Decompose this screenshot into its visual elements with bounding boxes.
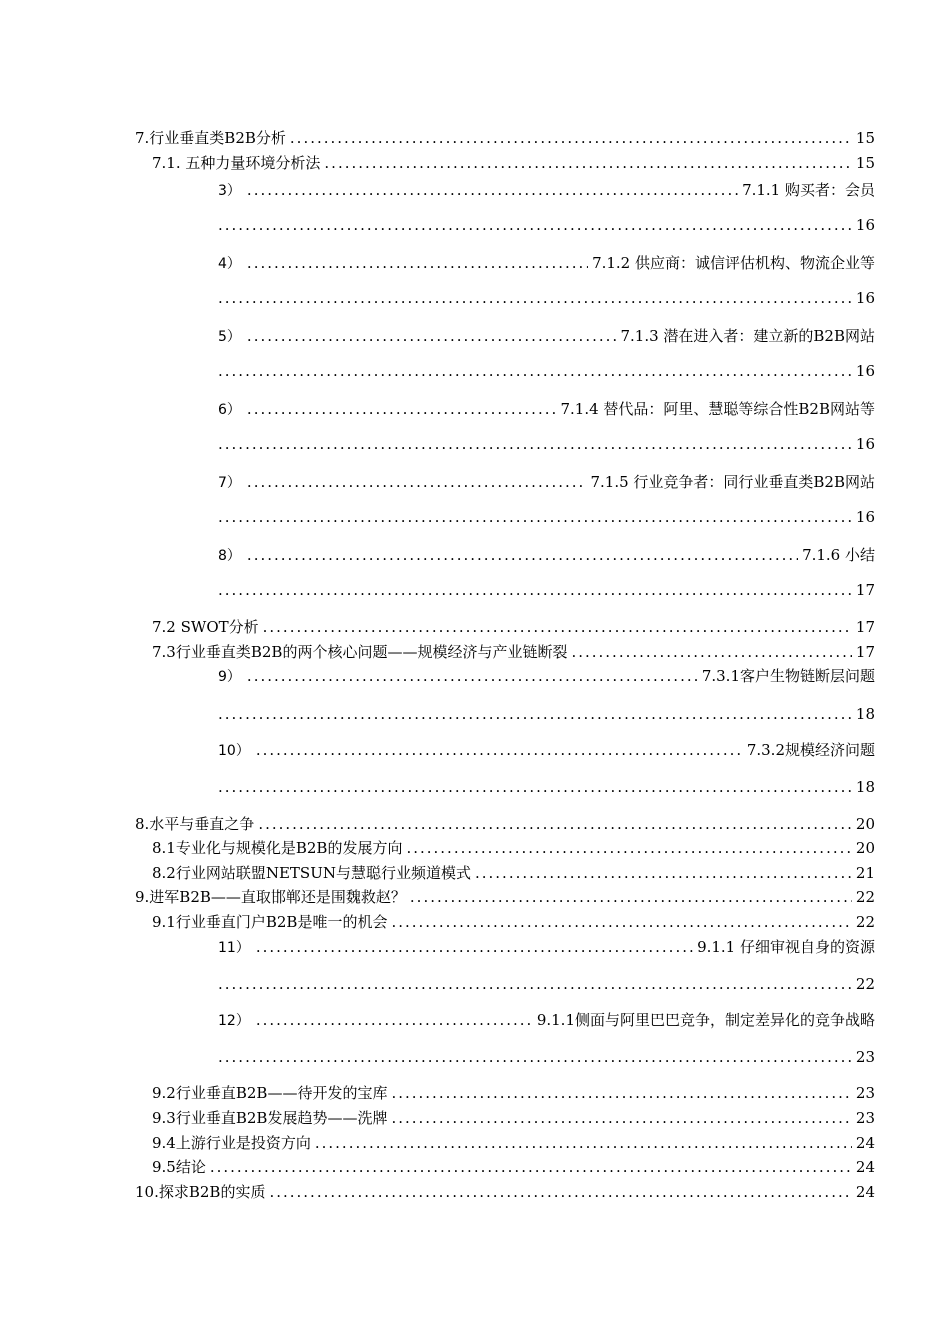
toc-entry-title: 9.2行业垂直B2B——待开发的宝库 xyxy=(152,1084,388,1102)
toc-page-number: 16 xyxy=(855,362,875,380)
toc-entry-title: 8.1专业化与规模化是B2B的发展方向 xyxy=(152,839,403,857)
toc-entry-number: 12） xyxy=(218,1013,250,1029)
toc-entry[interactable] xyxy=(152,153,875,173)
toc-leader-dots xyxy=(218,1047,852,1067)
toc-leader-dots xyxy=(256,937,693,957)
toc-entry-title: 7.1.3 潜在进入者：建立新的B2B网站 xyxy=(620,327,875,345)
toc-page-number: 17 xyxy=(855,618,875,636)
toc-entry-number: 6） xyxy=(218,402,241,418)
toc-leader-dots xyxy=(247,666,698,686)
toc-page-number: 23 xyxy=(855,1109,875,1127)
toc-leader-dots xyxy=(290,128,852,148)
toc-entry[interactable] xyxy=(218,472,875,493)
toc-entry-continuation xyxy=(218,288,875,308)
toc-leader-dots xyxy=(218,704,852,724)
toc-leader-dots xyxy=(410,887,852,907)
toc-entry[interactable] xyxy=(218,740,875,761)
toc-entry[interactable] xyxy=(135,128,875,148)
toc-entry-continuation xyxy=(218,1047,875,1067)
toc-entry[interactable] xyxy=(152,838,875,858)
toc-page-number: 16 xyxy=(855,508,875,526)
toc-page-number: 17 xyxy=(855,581,875,599)
toc-entry-continuation xyxy=(218,777,875,797)
toc-leader-dots xyxy=(218,215,852,235)
toc-entry[interactable] xyxy=(152,912,875,932)
toc-page-number: 15 xyxy=(855,129,875,147)
toc-leader-dots xyxy=(247,545,798,565)
toc-entry-title: 7.行业垂直类B2B分析 xyxy=(135,129,286,147)
toc-entry[interactable] xyxy=(152,617,875,637)
toc-entry[interactable] xyxy=(218,180,875,201)
toc-leader-dots xyxy=(391,1108,851,1128)
toc-page-number: 22 xyxy=(855,888,875,906)
toc-entry[interactable] xyxy=(218,253,875,274)
toc-leader-dots xyxy=(256,740,743,760)
toc-entry-number: 5） xyxy=(218,329,241,345)
toc-leader-dots xyxy=(256,1010,533,1030)
toc-entry-title: 10.探求B2B的实质 xyxy=(135,1183,266,1201)
toc-entry-title: 7.1.1 购买者：会员 xyxy=(742,181,875,199)
toc-leader-dots xyxy=(391,912,851,932)
toc-entry[interactable] xyxy=(135,1182,875,1202)
toc-page-number: 24 xyxy=(855,1183,875,1201)
toc-entry[interactable] xyxy=(218,1010,875,1031)
toc-entry-title: 7.1.6 小结 xyxy=(802,546,875,564)
toc-entry-title: 7.1. 五种力量环境分析法 xyxy=(152,154,321,172)
toc-entry[interactable] xyxy=(152,1108,875,1128)
toc-entry[interactable] xyxy=(152,642,875,662)
toc-entry-number: 8） xyxy=(218,548,241,564)
toc-entry-number: 10） xyxy=(218,743,250,759)
toc-entry[interactable] xyxy=(135,814,875,834)
toc-leader-dots xyxy=(571,642,851,662)
toc-leader-dots xyxy=(218,507,852,527)
toc-leader-dots xyxy=(218,974,852,994)
toc-leader-dots xyxy=(391,1083,851,1103)
toc-page-number: 23 xyxy=(855,1084,875,1102)
toc-page-number: 16 xyxy=(855,289,875,307)
toc-entry-title: 7.1.2 供应商：诚信评估机构、物流企业等 xyxy=(592,254,875,272)
toc-entry-continuation xyxy=(218,215,875,235)
toc-entry-continuation xyxy=(218,507,875,527)
toc-page-number: 15 xyxy=(855,154,875,172)
toc-page-number: 20 xyxy=(855,839,875,857)
toc-leader-dots xyxy=(324,153,852,173)
toc-entry[interactable] xyxy=(218,937,875,958)
toc-entry[interactable] xyxy=(152,863,875,883)
toc-leader-dots xyxy=(247,472,587,492)
toc-leader-dots xyxy=(218,580,852,600)
toc-entry-number: 9） xyxy=(218,669,241,685)
toc-entry[interactable] xyxy=(152,1157,875,1177)
toc-leader-dots xyxy=(258,814,852,834)
toc-leader-dots xyxy=(210,1157,852,1177)
toc-entry-continuation xyxy=(218,974,875,994)
toc-entry-continuation xyxy=(218,580,875,600)
toc-leader-dots xyxy=(263,617,852,637)
toc-entry[interactable] xyxy=(135,887,875,907)
toc-entry-continuation xyxy=(218,704,875,724)
toc-entry-title: 7.3.2规模经济问题 xyxy=(746,741,875,759)
toc-entry-number: 11） xyxy=(218,940,250,956)
toc-entry-title: 7.3.1客户生物链断层问题 xyxy=(701,667,875,685)
toc-entry-continuation xyxy=(218,434,875,454)
toc-leader-dots xyxy=(218,434,852,454)
toc-page-number: 18 xyxy=(855,778,875,796)
toc-entry[interactable] xyxy=(218,545,875,566)
toc-leader-dots xyxy=(269,1182,851,1202)
toc-entry-title: 9.1行业垂直门户B2B是唯一的机会 xyxy=(152,913,388,931)
toc-leader-dots xyxy=(315,1133,852,1153)
toc-entry-title: 9.1.1 仔细审视自身的资源 xyxy=(697,938,875,956)
toc-entry-title: 8.水平与垂直之争 xyxy=(135,815,255,833)
toc-page-number: 17 xyxy=(855,643,875,661)
toc-entry[interactable] xyxy=(152,1083,875,1103)
toc-entry-title: 7.2 SWOT分析 xyxy=(152,618,259,636)
toc-page-number: 16 xyxy=(855,435,875,453)
toc-leader-dots xyxy=(247,253,588,273)
toc-page-number: 22 xyxy=(855,975,875,993)
toc-leader-dots xyxy=(247,326,617,346)
toc-entry-number: 3） xyxy=(218,183,241,199)
toc-leader-dots xyxy=(218,288,852,308)
toc-entry-title: 9.1.1侧面与阿里巴巴竞争，制定差异化的竞争战略 xyxy=(536,1011,875,1029)
toc-page-number: 24 xyxy=(855,1158,875,1176)
toc-entry-title: 9.进军B2B——直取邯郸还是围魏救赵？ xyxy=(135,888,406,906)
toc-entry-title: 9.3行业垂直B2B发展趋势——洗牌 xyxy=(152,1109,388,1127)
toc-page-number: 20 xyxy=(855,815,875,833)
toc-page-number: 23 xyxy=(855,1048,875,1066)
toc-leader-dots xyxy=(218,361,852,381)
toc-entry[interactable] xyxy=(218,326,875,347)
toc-entry[interactable] xyxy=(218,399,875,420)
toc-leader-dots xyxy=(247,399,557,419)
toc-entry[interactable] xyxy=(152,1133,875,1153)
toc-page-number: 16 xyxy=(855,216,875,234)
toc-leader-dots xyxy=(406,838,851,858)
toc-entry-title: 9.4上游行业是投资方向 xyxy=(152,1134,311,1152)
toc-leader-dots xyxy=(475,863,852,883)
toc-leader-dots xyxy=(247,180,738,200)
toc-entry-title: 7.3行业垂直类B2B的两个核心问题——规模经济与产业链断裂 xyxy=(152,643,568,661)
toc-entry[interactable] xyxy=(218,666,875,687)
toc-entry-number: 7） xyxy=(218,475,241,491)
toc-entry-title: 9.5结论 xyxy=(152,1158,206,1176)
toc-page-number: 18 xyxy=(855,705,875,723)
toc-entry-title: 7.1.5 行业竞争者：同行业垂直类B2B网站 xyxy=(590,473,875,491)
toc-leader-dots xyxy=(218,777,852,797)
toc-page-number: 22 xyxy=(855,913,875,931)
toc-entry-title: 7.1.4 替代品：阿里、慧聪等综合性B2B网站等 xyxy=(560,400,875,418)
toc-page-number: 21 xyxy=(855,864,875,882)
toc-entry-continuation xyxy=(218,361,875,381)
toc-page-number: 24 xyxy=(855,1134,875,1152)
toc-entry-title: 8.2行业网站联盟NETSUN与慧聪行业频道模式 xyxy=(152,864,471,882)
toc-entry-number: 4） xyxy=(218,256,241,272)
